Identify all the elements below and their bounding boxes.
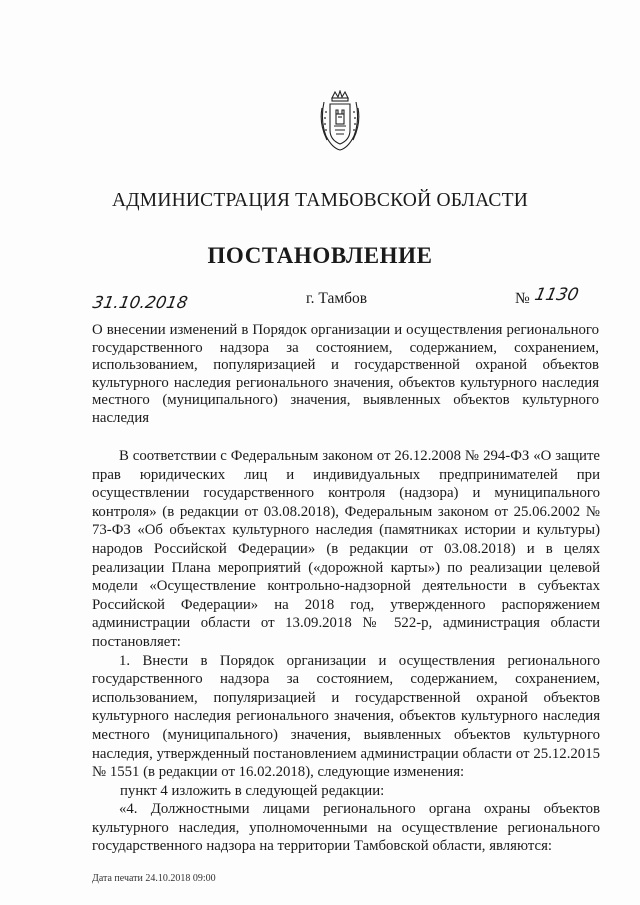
coat-of-arms-icon [318, 90, 362, 154]
point-4-intro: пункт 4 изложить в следующей редакции: [120, 782, 385, 799]
document-type: ПОСТАНОВЛЕНИЕ [207, 243, 433, 268]
point-4-text: «4. Должностными лицами регионального органа охраны объектов культурного наследия, уполномоченными на осуществление регионального государственного надзора на территории Тамбовской области, являются: [92, 801, 600, 855]
organization-title: АДМИНИСТРАЦИЯ ТАМБОВСКОЙ ОБЛАСТИ [112, 190, 528, 211]
print-date-footer: Дата печати 24.10.2018 09:00 [92, 873, 216, 884]
preamble-paragraph: В соответствии с Федеральным законом от 26.12.2008 № 294-ФЗ «О защите прав юридических лиц и индивидуальных предпринимателей при осуществлении государственного контроля (надзора) и муниципального контроля» (в редакции от 03.08.2018), Федеральным законом от 25.06.2002 № 73-ФЗ «Об объектах культурного наследия (памятниках истории и культуры) народов Российской Федерации» (в редакции от 03.08.2018) и в целях реализации Плана мероприятий («дорожной карты») по реализации целевой модели «Осуществление контрольно-надзорной деятельности в субъектах Российской Федерации» на 2018 год, утвержденного распоряжением администрации области от 13.09.2018 № 522-р, администрация области постановляет: [92, 448, 600, 650]
handwritten-number: 1130 [532, 285, 581, 305]
item-1-paragraph: 1. Внести в Порядок организации и осуществления регионального государственного надзора за состоянием, содержанием, сохранением, использованием, популяризацией и государственной охраной объектов культурного наследия регионального значения, объектов культурного наследия местного (муниципального) значения, выявленных объектов культурного наследия, утвержденный постановлением администрации области от 25.12.2015 № 1551 (в редакции от 16.02.2018), следующие изменения: [92, 652, 600, 781]
document-subject: О внесении изменений в Порядок организации и осуществления регионального государственного надзора за состоянием, содержанием, сохранением, использованием, популяризацией и государственной охраной объектов культурного наследия регионального значения, объектов культурного наследия местного (муниципального) значения, выявленных объектов культурного наследия [92, 322, 599, 426]
document-body [92, 447, 600, 856]
city: г. Тамбов [306, 290, 368, 307]
handwritten-date: 31.10.2018 [91, 293, 190, 312]
number-label: № [515, 290, 530, 307]
